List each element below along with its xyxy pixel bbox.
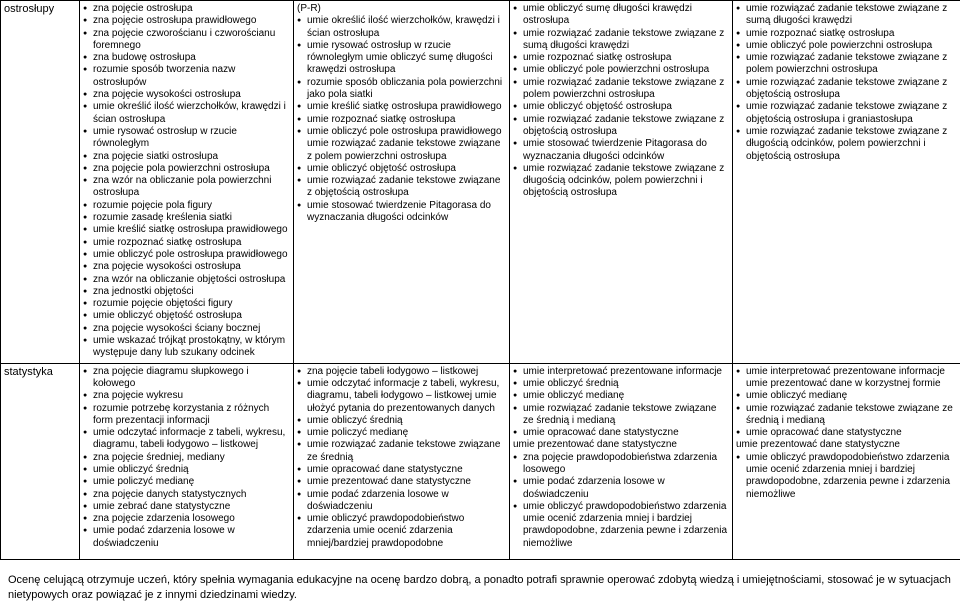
requirement-list: [297, 15, 506, 224]
requirement-item: ● umie obliczyć medianę: [736, 390, 957, 402]
requirement-item: ● umie podać zdarzenia losowe w doświadczeniu: [513, 476, 729, 501]
requirement-item: ● umie opracować dane statystyczne: [297, 464, 506, 476]
requirement-item: ● umie opracować dane statystyczne: [513, 427, 729, 439]
requirement-item: ● umie stosować twierdzenie Pitagorasa do wyznaczania długości odcinków: [297, 200, 506, 225]
requirement-item: ● zna pojęcie wysokości ściany bocznej: [83, 323, 290, 335]
requirement-item: ● rozumie zasadę kreślenia siatki: [83, 212, 290, 224]
requirement-item: ● umie odczytać informacje z tabeli, wykresu, diagramu, tabeli łodygowo – listkowej umie ułożyć pytania do prezentowanych danych: [297, 378, 506, 415]
requirement-item: ● umie określić ilość wierzchołków, krawędzi i ścian ostrosłupa: [297, 15, 506, 40]
requirement-item: ● zna pojęcie wykresu: [83, 390, 290, 402]
requirement-item: ● umie rozwiązać zadanie tekstowe związane ze średnią: [297, 439, 506, 464]
requirement-item: ● umie obliczyć objętość ostrosłupa: [297, 163, 506, 175]
requirement-item: ● umie obliczyć prawdopodobieństwo zdarzenia umie ocenić zdarzenia mniej i bardziej prawdopodobne, zdarzenia pewne i zdarzenia niemożliwe: [736, 452, 957, 501]
footer-note: Ocenę celującą otrzymuje uczeń, który spełnia wymagania edukacyjne na ocenę bardzo dobrą, a ponadto potrafi sprawnie operować zdobytą wiedzą i umiejętnościami, stosować je w sytuacjach nietypowych oraz powiązać je z innymi dziedzinami wiedzy.: [8, 574, 951, 601]
requirement-item: ● umie rozwiązać zadanie tekstowe związane z polem powierzchni ostrosłupa: [736, 52, 957, 77]
requirement-item: ● umie rozwiązać zadanie tekstowe związane z długością odcinków, polem powierzchni i objętością ostrosłupa: [736, 126, 957, 163]
requirement-item: ● umie rysować ostrosłup w rzucie równoległym umie obliczyć sumę długości krawędzi ostrosłupa: [297, 40, 506, 77]
requirement-item: ● umie wskazać trójkąt prostokątny, w którym występuje dany lub szukany odcinek: [83, 335, 290, 360]
requirement-item: ● umie podać zdarzenia losowe w doświadczeniu: [83, 525, 290, 550]
requirement-item: ● umie rozpoznać siatkę ostrosłupa: [513, 52, 729, 64]
requirement-item: ● umie policzyć medianę: [297, 427, 506, 439]
requirement-item: umie prezentować dane statystyczne: [513, 439, 677, 451]
requirement-item: ● umie rysować ostrosłup w rzucie równoległym: [83, 126, 290, 151]
requirement-item: ● umie obliczyć sumę długości krawędzi ostrosłupa: [513, 3, 729, 28]
grade-column-cell: [510, 1, 733, 364]
requirement-list: [83, 366, 290, 550]
requirement-item: ● umie rozwiązać zadanie tekstowe związane ze średnią i medianą: [513, 403, 729, 428]
requirement-item: ● zna pojęcie diagramu słupkowego i kołowego: [83, 366, 290, 391]
requirement-item: ● umie obliczyć średnią: [297, 415, 506, 427]
requirement-item: ● umie opracować dane statystyczne: [736, 427, 957, 439]
column-header: (P-R): [297, 3, 321, 14]
requirement-item: ● umie rozwiązać zadanie tekstowe związane z polem powierzchni ostrosłupa: [513, 77, 729, 102]
requirement-item: ● umie obliczyć prawdopodobieństwo zdarzenia umie ocenić zdarzenia mniej i bardziej prawdopodobne, zdarzenia pewne i zdarzenia niemożliwe: [513, 501, 729, 550]
requirement-item: ● zna pojęcie czworościanu i czworościanu foremnego: [83, 28, 290, 53]
requirement-item: ● umie rozpoznać siatkę ostrosłupa: [83, 237, 290, 249]
requirement-item: ● umie rozwiązać zadanie tekstowe związane z objętością ostrosłupa i graniastosłupa: [736, 101, 957, 126]
requirement-item: ● umie obliczyć pole powierzchni ostrosłupa: [736, 40, 957, 52]
requirement-item: ● umie obliczyć medianę: [513, 390, 729, 402]
requirement-item: ● rozumie sposób tworzenia nazw ostrosłupów: [83, 64, 290, 89]
grade-column-cell: [510, 363, 733, 559]
requirement-item: ● umie podać zdarzenia losowe w doświadczeniu: [297, 489, 506, 514]
requirement-item: ● umie stosować twierdzenie Pitagorasa do wyznaczania długości odcinków: [513, 138, 729, 163]
requirement-item: ● zna pojęcie siatki ostrosłupa: [83, 151, 290, 163]
requirement-item: ● umie prezentować dane statystyczne: [297, 476, 506, 488]
requirement-item: ● zna pojęcie prawdopodobieństwa zdarzenia losowego: [513, 452, 729, 477]
requirement-item: ● umie kreślić siatkę ostrosłupa prawidłowego: [83, 224, 290, 236]
requirement-item: ● umie rozpoznać siatkę ostrosłupa: [736, 28, 957, 40]
requirement-item: ● zna pojęcie wysokości ostrosłupa: [83, 89, 290, 101]
requirement-item: ● umie rozwiązać zadanie tekstowe związane z sumą długości krawędzi: [736, 3, 957, 28]
requirement-item: ● umie obliczyć prawdopodobieństwo zdarzenia umie ocenić zdarzenia mniej/bardziej prawdopodobne: [297, 513, 506, 550]
requirement-item: ● umie zebrać dane statystyczne: [83, 501, 290, 513]
requirement-item: ● zna pojęcie pola powierzchni ostrosłupa: [83, 163, 290, 175]
requirement-list: [297, 366, 506, 550]
requirement-item: ● umie interpretować prezentowane informacje: [513, 366, 729, 378]
requirement-item: ● zna pojęcie zdarzenia losowego: [83, 513, 290, 525]
grade-column-cell: [80, 1, 294, 364]
requirement-item: ● umie obliczyć objętość ostrosłupa: [513, 101, 729, 113]
requirement-item: ● umie obliczyć pole powierzchni ostrosłupa: [513, 64, 729, 76]
requirement-list: [736, 3, 957, 163]
requirement-list: [83, 3, 290, 360]
requirement-list: [513, 3, 729, 200]
requirement-item: ● zna wzór na obliczanie pola powierzchni ostrosłupa: [83, 175, 290, 200]
requirement-item: ● rozumie potrzebę korzystania z różnych form prezentacji informacji: [83, 403, 290, 428]
requirement-item: umie prezentować dane statystyczne: [736, 439, 900, 451]
requirement-list: [736, 366, 957, 501]
requirement-item: ● zna pojęcie tabeli łodygowo – listkowej: [297, 366, 506, 378]
requirement-item: ● umie policzyć medianę: [83, 476, 290, 488]
requirement-item: ● rozumie pojęcie objętości figury: [83, 298, 290, 310]
grade-column-cell: [294, 1, 510, 364]
requirement-item: ● umie rozwiązać zadanie tekstowe związane z sumą długości krawędzi: [513, 28, 729, 53]
requirement-item: ● zna pojęcie średniej, mediany: [83, 452, 290, 464]
requirement-item: ● zna wzór na obliczanie objętości ostrosłupa: [83, 274, 290, 286]
requirement-list: [513, 366, 729, 550]
grade-column-cell: [733, 363, 960, 559]
requirement-item: ● umie rozwiązać zadanie tekstowe związane z objętością ostrosłupa: [736, 77, 957, 102]
requirement-item: ● umie obliczyć średnią: [513, 378, 729, 390]
requirement-item: ● umie obliczyć objętość ostrosłupa: [83, 310, 290, 322]
requirement-item: ● zna jednostki objętości: [83, 286, 290, 298]
topic-label: ostrosłupy: [1, 1, 80, 364]
requirement-item: ● umie obliczyć pole ostrosłupa prawidłowego: [83, 249, 290, 261]
requirement-item: ● rozumie pojęcie pola figury: [83, 200, 290, 212]
requirement-item: ● umie rozwiązać zadanie tekstowe związane z objętością ostrosłupa: [513, 114, 729, 139]
requirement-item: ● zna pojęcie wysokości ostrosłupa: [83, 261, 290, 273]
requirement-item: ● umie rozwiązać zadanie tekstowe związane z długością odcinków, polem powierzchni i objętością ostrosłupa: [513, 163, 729, 200]
requirement-item: ● umie rozpoznać siatkę ostrosłupa: [297, 114, 506, 126]
requirement-item: ● umie obliczyć średnią: [83, 464, 290, 476]
requirement-item: ● rozumie sposób obliczania pola powierzchni jako pola siatki: [297, 77, 506, 102]
requirement-item: ● umie obliczyć pole ostrosłupa prawidłowego umie rozwiązać zadanie tekstowe związane z polem powierzchni ostrosłupa: [297, 126, 506, 163]
requirement-item: ● umie rozwiązać zadanie tekstowe związane z objętością ostrosłupa: [297, 175, 506, 200]
grade-column-cell: [733, 1, 960, 364]
requirement-item: ● umie określić ilość wierzchołków, krawędzi i ścian ostrosłupa: [83, 101, 290, 126]
requirement-item: ● zna pojęcie ostrosłupa prawidłowego: [83, 15, 290, 27]
requirement-item: ● umie kreślić siatkę ostrosłupa prawidłowego: [297, 101, 506, 113]
requirement-item: ● umie odczytać informacje z tabeli, wykresu, diagramu, tabeli łodygowo – listkowej: [83, 427, 290, 452]
table-row-statystyka: [1, 363, 960, 559]
requirement-item: ● zna budowę ostrosłupa: [83, 52, 290, 64]
requirement-item: ● zna pojęcie danych statystycznych: [83, 489, 290, 501]
requirement-item: ● umie rozwiązać zadanie tekstowe związane ze średnią i medianą: [736, 403, 957, 428]
table-row-ostroslupy: [1, 1, 960, 364]
requirement-item: ● zna pojęcie ostrosłupa: [83, 3, 290, 15]
topic-label: statystyka: [1, 363, 80, 559]
requirement-item: ● umie interpretować prezentowane informacje umie prezentować dane w korzystnej formie: [736, 366, 957, 391]
grade-column-cell: [294, 363, 510, 559]
grade-column-cell: [80, 363, 294, 559]
